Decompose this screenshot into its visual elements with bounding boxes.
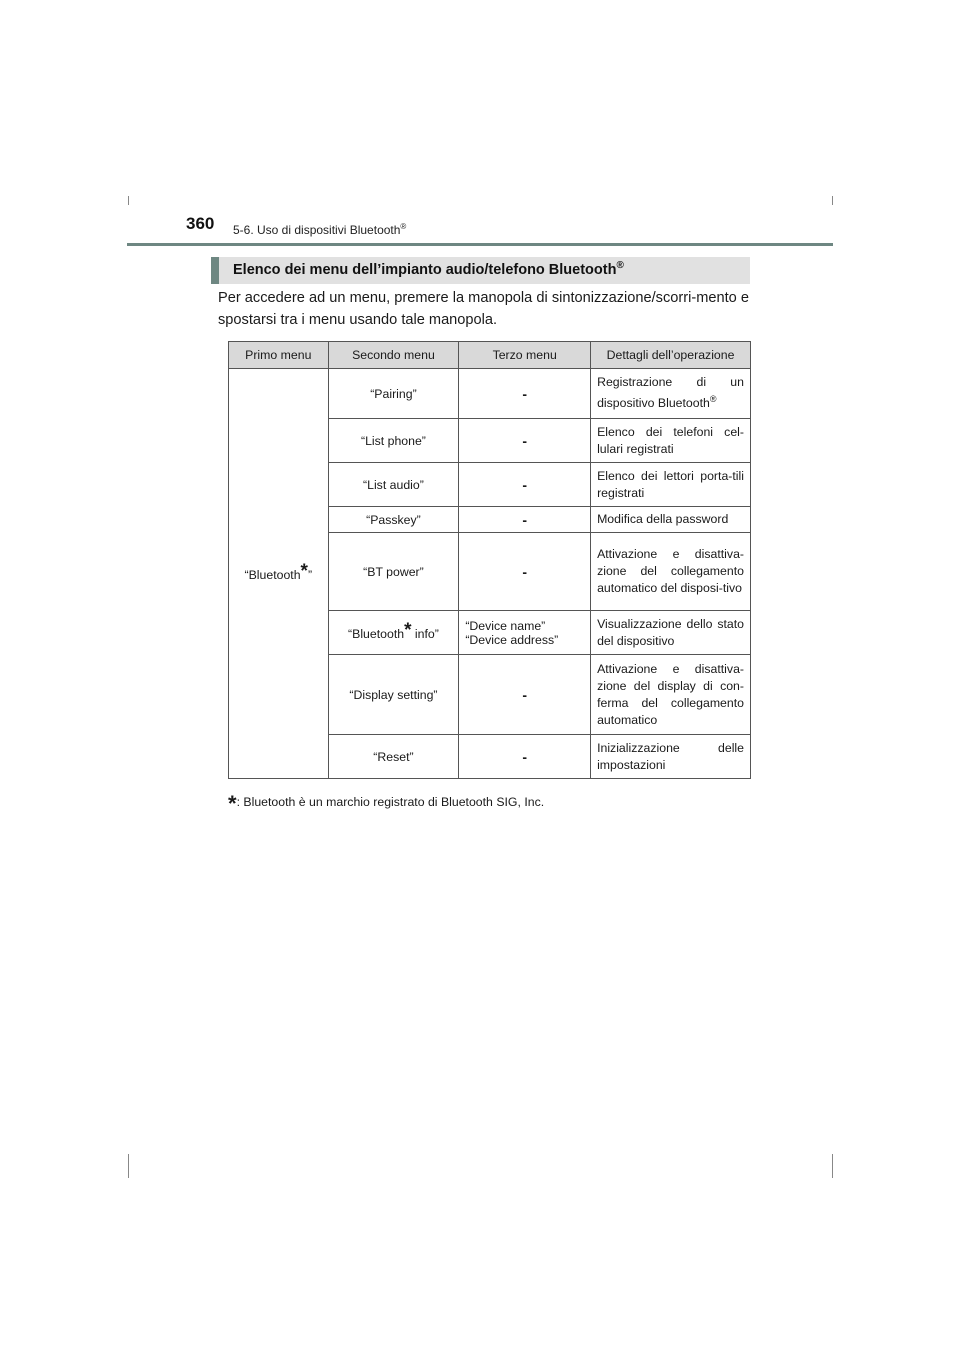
column-header-details: Dettagli dell’operazione bbox=[591, 342, 751, 369]
details-cell bbox=[591, 369, 751, 419]
third-menu-cell bbox=[459, 611, 591, 655]
second-menu-cell: “List audio” bbox=[328, 463, 459, 507]
crop-mark-bottom-right bbox=[832, 1154, 833, 1178]
third-menu-cell: - bbox=[459, 655, 591, 735]
second-menu-cell: “Display setting” bbox=[328, 655, 459, 735]
second-menu-cell: “Reset” bbox=[328, 735, 459, 779]
device-address-item: “Device address” bbox=[465, 632, 559, 647]
second-menu-cell bbox=[328, 611, 459, 655]
registered-mark: ® bbox=[616, 260, 624, 271]
third-menu-cell: - bbox=[459, 463, 591, 507]
footnote-text: : Bluetooth è un marchio registrato di Bluetooth SIG, Inc. bbox=[236, 795, 545, 809]
section-title-text: Elenco dei menu dell’impianto audio/telefono Bluetooth bbox=[233, 261, 617, 278]
asterisk-mark: * bbox=[300, 560, 308, 582]
registered-mark: ® bbox=[400, 222, 407, 231]
second-menu-cell: “Passkey” bbox=[328, 507, 459, 533]
second-menu-cell: “List phone” bbox=[328, 419, 459, 463]
details-cell: Attivazione e disattiva-zione del collegamento automatico del disposi-tivo bbox=[591, 533, 751, 611]
table-header-row bbox=[229, 342, 751, 369]
details-cell: Elenco dei telefoni cel-lulari registrati bbox=[591, 419, 751, 463]
table-row bbox=[229, 369, 751, 419]
page-number: 360 bbox=[186, 214, 215, 233]
crop-mark-top-left bbox=[128, 196, 129, 205]
details-text: Registrazione di un dispositivo Bluetooth bbox=[597, 375, 744, 411]
asterisk-mark: * bbox=[404, 619, 412, 641]
intro-paragraph: Per accedere ad un menu, premere la manopola di sintonizzazione/scorri-mento e spostarsi tra i menu usando tale manopola. bbox=[218, 290, 749, 328]
running-header bbox=[233, 222, 406, 237]
third-menu-cell: - bbox=[459, 419, 591, 463]
third-menu-cell: - bbox=[459, 735, 591, 779]
crop-mark-top-right bbox=[832, 196, 833, 205]
second-menu-cell: “BT power” bbox=[328, 533, 459, 611]
details-cell: Elenco dei lettori porta-tili registrati bbox=[591, 463, 751, 507]
first-menu-cell bbox=[229, 369, 329, 779]
section-title-bar bbox=[211, 257, 750, 284]
third-menu-cell: - bbox=[459, 533, 591, 611]
header-rule bbox=[127, 243, 833, 246]
running-header-text: 5-6. Uso di dispositivi Bluetooth bbox=[233, 223, 401, 237]
first-menu-quote: ” bbox=[307, 567, 313, 582]
crop-mark-bottom-left bbox=[128, 1154, 129, 1178]
section-title bbox=[233, 260, 624, 278]
registered-mark: ® bbox=[709, 394, 717, 405]
details-cell: Inizializzazione delle impostazioni bbox=[591, 735, 751, 779]
details-cell: Visualizzazione dello stato del dispositivo bbox=[591, 611, 751, 655]
column-header-second-menu: Secondo menu bbox=[328, 342, 459, 369]
device-name-item: “Device name” bbox=[465, 618, 546, 633]
second-menu-label: “Bluetooth bbox=[348, 626, 405, 641]
second-menu-label-suffix: info” bbox=[411, 626, 439, 641]
asterisk-mark: * bbox=[228, 791, 237, 816]
details-cell: Attivazione e disattiva-zione del display di con-ferma del collegamento automatico bbox=[591, 655, 751, 735]
details-cell: Modifica della password bbox=[591, 507, 751, 533]
column-header-third-menu: Terzo menu bbox=[459, 342, 591, 369]
menu-table bbox=[228, 341, 751, 779]
third-menu-cell: - bbox=[459, 369, 591, 419]
third-menu-cell: - bbox=[459, 507, 591, 533]
footnote bbox=[228, 786, 545, 816]
first-menu-label: “Bluetooth bbox=[244, 567, 301, 582]
second-menu-cell: “Pairing” bbox=[328, 369, 459, 419]
column-header-first-menu: Primo menu bbox=[229, 342, 329, 369]
